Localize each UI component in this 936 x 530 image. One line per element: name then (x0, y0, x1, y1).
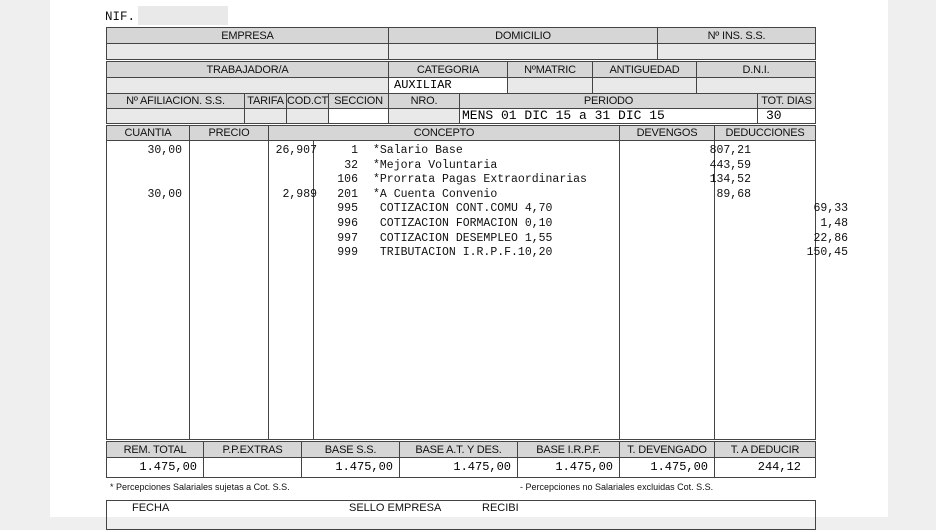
footnote-salarial: * Percepciones Salariales sujetas a Cot. S.S. (110, 482, 290, 492)
concepto-header: CONCEPTO (268, 125, 620, 141)
domicilio-value-redacted (388, 43, 658, 60)
precio-cell: 2,989 (282, 187, 317, 201)
categoria-value: AUXILIAR (388, 77, 508, 94)
table-row (106, 216, 848, 232)
afiliacion-value-redacted (106, 108, 245, 124)
concepto-cell: COTIZACION FORMACION 0,10 (373, 216, 553, 230)
fecha-label: FECHA (132, 502, 170, 514)
line-items (106, 144, 848, 261)
dni-value-redacted (696, 77, 816, 94)
periodo-header: PERIODO (459, 93, 758, 109)
code-cell: 32 (344, 158, 358, 172)
base-ss-header: BASE S.S. (301, 441, 400, 458)
deduccion-cell: 150,45 (806, 246, 848, 260)
code-cell: 999 (337, 246, 358, 260)
nro-header: NRO. (388, 93, 460, 109)
nif-label: NIF. (105, 10, 136, 24)
pp-extras-value (203, 457, 302, 478)
concepto-cell: *Prorrata Pagas Extraordinarias (373, 173, 587, 187)
empresa-header: EMPRESA (106, 27, 389, 44)
concepto-cell: TRIBUTACION I.R.P.F.10,20 (373, 246, 553, 260)
seccion-value (328, 108, 389, 124)
deduccion-cell: 69,33 (813, 202, 848, 216)
base-irpf-header: BASE I.R.P.F. (517, 441, 620, 458)
code-cell: 995 (337, 202, 358, 216)
t-deducir-header: T. A DEDUCIR (714, 441, 816, 458)
dni-header: D.N.I. (696, 61, 816, 78)
empresa-value-redacted (106, 43, 389, 60)
payslip-sheet (50, 0, 888, 517)
trabajador-value-redacted (106, 77, 389, 94)
antiguedad-value-redacted (592, 77, 697, 94)
table-row (106, 202, 848, 217)
periodo-value: MENS 01 DIC 15 a 31 DIC 15 (459, 108, 758, 124)
signature-box (106, 500, 816, 530)
t-devengado-value: 1.475,00 (619, 457, 715, 478)
table-row (106, 173, 816, 188)
table-row (106, 246, 848, 261)
matric-value-redacted (507, 77, 593, 94)
antiguedad-header: ANTIGUEDAD (592, 61, 697, 78)
devengo-cell: 443,59 (709, 158, 751, 172)
matric-header: NºMATRIC (507, 61, 593, 78)
recibi-label: RECIBI (482, 502, 519, 514)
code-cell: 201 (337, 187, 358, 201)
concepto-cell: *Salario Base (373, 144, 463, 157)
devengo-cell: 134,52 (709, 173, 751, 187)
nif-value-redacted (138, 6, 228, 25)
devengo-cell: 89,68 (716, 187, 751, 201)
devengos-header: DEVENGOS (619, 125, 715, 141)
nro-value-redacted (388, 108, 460, 124)
sello-empresa-label: SELLO EMPRESA (349, 502, 442, 514)
table-row (106, 231, 848, 247)
rem-total-value: 1.475,00 (106, 457, 204, 478)
ins-ss-header: Nº INS. S.S. (657, 27, 816, 44)
code-cell: 106 (337, 173, 358, 187)
seccion-header: SECCION (328, 93, 389, 109)
t-devengado-header: T. DEVENGADO (619, 441, 715, 458)
cod-ct-header: COD.CT (287, 95, 328, 107)
tot-dias-value: 30 (757, 108, 816, 124)
concepto-cell: *Mejora Voluntaria (373, 158, 498, 172)
base-at-header: BASE A.T. Y DES. (399, 441, 518, 458)
deduccion-cell: 22,86 (813, 231, 848, 245)
deduccion-cell: 1,48 (820, 216, 848, 230)
domicilio-header: DOMICILIO (388, 27, 658, 44)
table-row (106, 159, 816, 174)
base-ss-value: 1.475,00 (301, 457, 400, 478)
table-row (106, 188, 816, 203)
cuantia-cell: 30,00 (147, 187, 182, 201)
concepto-cell: COTIZACION DESEMPLEO 1,55 (373, 231, 553, 245)
deducciones-header: DEDUCCIONES (714, 125, 816, 141)
t-deducir-value: 244,12 (714, 457, 816, 478)
code-cell: 997 (337, 231, 358, 245)
afiliacion-header: Nº AFILIACION. S.S. (106, 93, 245, 109)
precio-header: PRECIO (189, 125, 269, 141)
tarifa-value-redacted (244, 108, 287, 124)
cuantia-header: CUANTIA (106, 125, 190, 141)
table-row (106, 144, 816, 159)
trabajador-header: TRABAJADOR/A (106, 61, 389, 78)
cod-ct-value-redacted (286, 108, 329, 124)
cuantia-cell: 30,00 (147, 144, 182, 157)
rem-total-header: REM. TOTAL (106, 441, 204, 458)
tarifa-header: TARIFA (244, 93, 287, 109)
precio-cell: 26,907 (275, 144, 317, 157)
categoria-header: CATEGORIA (388, 61, 508, 78)
ins-ss-value-redacted (657, 43, 816, 60)
base-irpf-value: 1.475,00 (517, 457, 620, 478)
code-cell: 1 (351, 144, 358, 157)
tot-dias-header: TOT. DIAS (757, 93, 816, 109)
footnote-no-salarial: - Percepciones no Salariales excluidas Cot. S.S. (520, 482, 714, 492)
code-cell: 996 (337, 216, 358, 230)
pp-extras-header: P.P.EXTRAS (203, 441, 302, 458)
concepto-cell: COTIZACION CONT.COMU 4,70 (373, 202, 553, 216)
concepto-cell: *A Cuenta Convenio (373, 187, 498, 201)
base-at-value: 1.475,00 (399, 457, 518, 478)
devengo-cell: 807,21 (709, 144, 751, 157)
